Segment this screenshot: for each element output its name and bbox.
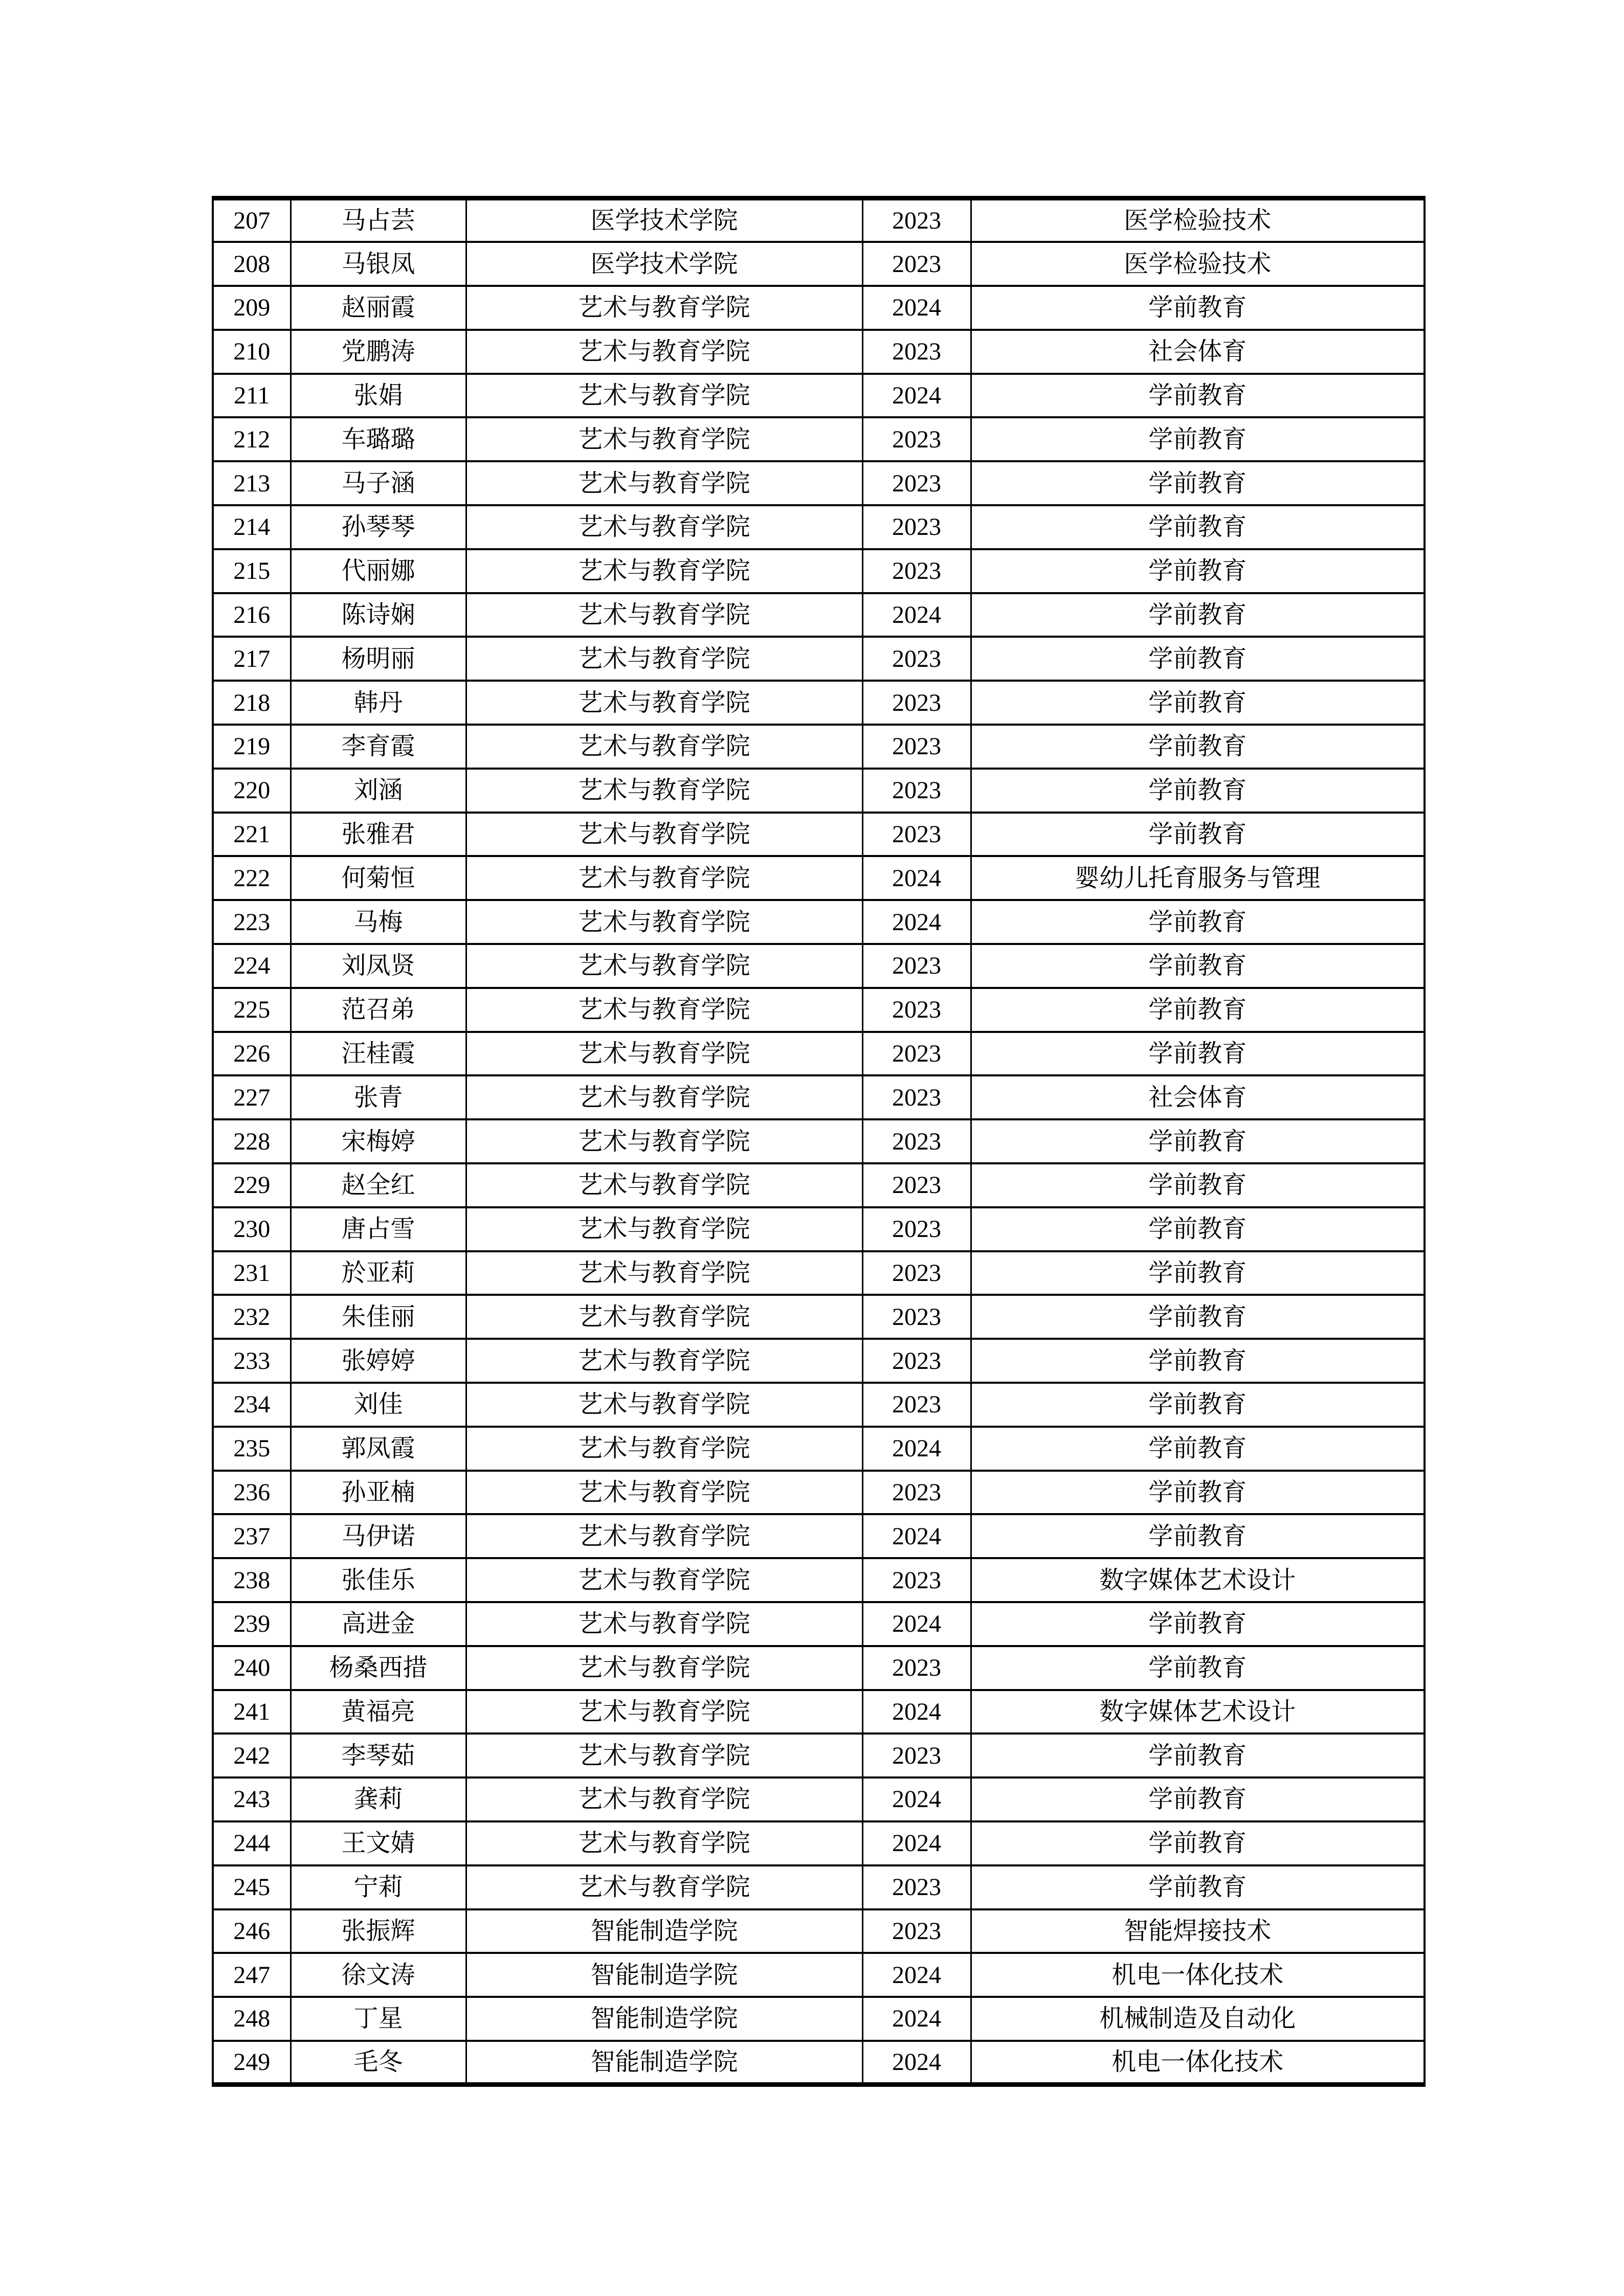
cell-student-name: 孙亚楠 — [291, 1471, 466, 1515]
cell-college: 艺术与教育学院 — [466, 417, 862, 461]
cell-major: 学前教育 — [971, 769, 1425, 813]
table-row — [213, 1471, 1425, 1515]
cell-major: 学前教育 — [971, 813, 1425, 857]
student-roster-body — [213, 198, 1425, 2085]
cell-row-number: 227 — [213, 1075, 291, 1119]
cell-grade-year: 2023 — [862, 1865, 971, 1909]
table-row — [213, 374, 1425, 418]
cell-college: 艺术与教育学院 — [466, 1427, 862, 1471]
cell-row-number: 234 — [213, 1383, 291, 1427]
cell-grade-year: 2024 — [862, 593, 971, 637]
table-row — [213, 1383, 1425, 1427]
cell-grade-year: 2023 — [862, 1471, 971, 1515]
cell-grade-year: 2024 — [862, 2041, 971, 2085]
cell-row-number: 219 — [213, 725, 291, 769]
cell-grade-year: 2023 — [862, 1909, 971, 1953]
table-row — [213, 944, 1425, 988]
table-row — [213, 1821, 1425, 1865]
cell-grade-year: 2023 — [862, 1295, 971, 1339]
cell-student-name: 龚莉 — [291, 1777, 466, 1821]
cell-grade-year: 2024 — [862, 1690, 971, 1734]
cell-row-number: 216 — [213, 593, 291, 637]
cell-row-number: 243 — [213, 1777, 291, 1821]
cell-college: 艺术与教育学院 — [466, 1032, 862, 1076]
cell-student-name: 丁星 — [291, 1997, 466, 2041]
cell-row-number: 238 — [213, 1558, 291, 1602]
cell-row-number: 230 — [213, 1207, 291, 1251]
cell-college: 智能制造学院 — [466, 1909, 862, 1953]
cell-student-name: 马梅 — [291, 900, 466, 944]
cell-major: 学前教育 — [971, 374, 1425, 418]
cell-row-number: 229 — [213, 1163, 291, 1207]
cell-grade-year: 2024 — [862, 1953, 971, 1997]
cell-college: 艺术与教育学院 — [466, 1734, 862, 1777]
cell-major: 学前教育 — [971, 1865, 1425, 1909]
cell-major: 学前教育 — [971, 1734, 1425, 1777]
cell-row-number: 221 — [213, 813, 291, 857]
cell-grade-year: 2023 — [862, 637, 971, 681]
cell-grade-year: 2023 — [862, 1032, 971, 1076]
cell-college: 艺术与教育学院 — [466, 1602, 862, 1646]
cell-row-number: 208 — [213, 242, 291, 286]
cell-college: 艺术与教育学院 — [466, 856, 862, 900]
cell-student-name: 毛冬 — [291, 2041, 466, 2085]
cell-college: 艺术与教育学院 — [466, 944, 862, 988]
cell-major: 智能焊接技术 — [971, 1909, 1425, 1953]
table-row — [213, 1119, 1425, 1163]
cell-row-number: 210 — [213, 330, 291, 374]
cell-college: 艺术与教育学院 — [466, 1339, 862, 1383]
cell-major: 学前教育 — [971, 1821, 1425, 1865]
cell-college: 艺术与教育学院 — [466, 330, 862, 374]
table-row — [213, 1514, 1425, 1558]
cell-grade-year: 2023 — [862, 1734, 971, 1777]
cell-student-name: 范召弟 — [291, 988, 466, 1032]
cell-college: 智能制造学院 — [466, 1997, 862, 2041]
cell-major: 学前教育 — [971, 505, 1425, 549]
cell-row-number: 215 — [213, 549, 291, 593]
table-row — [213, 505, 1425, 549]
cell-row-number: 209 — [213, 286, 291, 330]
table-row — [213, 2041, 1425, 2085]
cell-row-number: 242 — [213, 1734, 291, 1777]
cell-grade-year: 2023 — [862, 198, 971, 242]
cell-row-number: 217 — [213, 637, 291, 681]
cell-major: 学前教育 — [971, 1251, 1425, 1295]
cell-student-name: 李琴茹 — [291, 1734, 466, 1777]
cell-grade-year: 2023 — [862, 549, 971, 593]
cell-major: 学前教育 — [971, 1339, 1425, 1383]
cell-row-number: 225 — [213, 988, 291, 1032]
cell-row-number: 220 — [213, 769, 291, 813]
cell-student-name: 郭凤霞 — [291, 1427, 466, 1471]
cell-row-number: 249 — [213, 2041, 291, 2085]
cell-student-name: 韩丹 — [291, 681, 466, 725]
cell-row-number: 226 — [213, 1032, 291, 1076]
cell-student-name: 陈诗娴 — [291, 593, 466, 637]
cell-grade-year: 2023 — [862, 1163, 971, 1207]
cell-grade-year: 2023 — [862, 944, 971, 988]
cell-grade-year: 2023 — [862, 1119, 971, 1163]
table-row — [213, 198, 1425, 242]
cell-student-name: 张青 — [291, 1075, 466, 1119]
cell-major: 社会体育 — [971, 330, 1425, 374]
cell-student-name: 马子涵 — [291, 461, 466, 505]
table-row — [213, 242, 1425, 286]
cell-student-name: 马占芸 — [291, 198, 466, 242]
cell-major: 学前教育 — [971, 900, 1425, 944]
cell-student-name: 赵全红 — [291, 1163, 466, 1207]
cell-row-number: 248 — [213, 1997, 291, 2041]
cell-college: 艺术与教育学院 — [466, 1558, 862, 1602]
cell-major: 学前教育 — [971, 988, 1425, 1032]
table-row — [213, 1251, 1425, 1295]
cell-grade-year: 2024 — [862, 1821, 971, 1865]
cell-student-name: 张娟 — [291, 374, 466, 418]
cell-student-name: 杨桑西措 — [291, 1646, 466, 1690]
cell-major: 学前教育 — [971, 593, 1425, 637]
cell-college: 艺术与教育学院 — [466, 286, 862, 330]
cell-college: 医学技术学院 — [466, 242, 862, 286]
cell-student-name: 赵丽霞 — [291, 286, 466, 330]
cell-student-name: 於亚莉 — [291, 1251, 466, 1295]
table-row — [213, 1734, 1425, 1777]
cell-college: 艺术与教育学院 — [466, 505, 862, 549]
cell-major: 学前教育 — [971, 1777, 1425, 1821]
cell-college: 艺术与教育学院 — [466, 1251, 862, 1295]
cell-student-name: 刘佳 — [291, 1383, 466, 1427]
cell-row-number: 228 — [213, 1119, 291, 1163]
table-row — [213, 1646, 1425, 1690]
cell-student-name: 党鹏涛 — [291, 330, 466, 374]
cell-college: 艺术与教育学院 — [466, 1207, 862, 1251]
cell-row-number: 211 — [213, 374, 291, 418]
cell-grade-year: 2024 — [862, 374, 971, 418]
cell-college: 艺术与教育学院 — [466, 461, 862, 505]
cell-college: 艺术与教育学院 — [466, 549, 862, 593]
table-row — [213, 725, 1425, 769]
cell-major: 学前教育 — [971, 1646, 1425, 1690]
table-row — [213, 1207, 1425, 1251]
cell-college: 艺术与教育学院 — [466, 1295, 862, 1339]
cell-major: 机电一体化技术 — [971, 1953, 1425, 1997]
cell-major: 机电一体化技术 — [971, 2041, 1425, 2085]
cell-college: 艺术与教育学院 — [466, 813, 862, 857]
cell-row-number: 237 — [213, 1514, 291, 1558]
table-row — [213, 1295, 1425, 1339]
cell-student-name: 宁莉 — [291, 1865, 466, 1909]
cell-major: 学前教育 — [971, 1602, 1425, 1646]
cell-college: 艺术与教育学院 — [466, 725, 862, 769]
cell-major: 学前教育 — [971, 1471, 1425, 1515]
cell-student-name: 马银凤 — [291, 242, 466, 286]
cell-major: 学前教育 — [971, 944, 1425, 988]
cell-grade-year: 2024 — [862, 1427, 971, 1471]
cell-college: 艺术与教育学院 — [466, 769, 862, 813]
cell-student-name: 孙琴琴 — [291, 505, 466, 549]
cell-college: 艺术与教育学院 — [466, 681, 862, 725]
cell-grade-year: 2024 — [862, 286, 971, 330]
cell-college: 艺术与教育学院 — [466, 1163, 862, 1207]
cell-major: 学前教育 — [971, 461, 1425, 505]
table-row — [213, 1865, 1425, 1909]
cell-row-number: 240 — [213, 1646, 291, 1690]
cell-college: 艺术与教育学院 — [466, 1646, 862, 1690]
cell-college: 艺术与教育学院 — [466, 1075, 862, 1119]
cell-grade-year: 2024 — [862, 856, 971, 900]
cell-major: 机械制造及自动化 — [971, 1997, 1425, 2041]
cell-college: 艺术与教育学院 — [466, 1119, 862, 1163]
cell-row-number: 231 — [213, 1251, 291, 1295]
cell-major: 学前教育 — [971, 1032, 1425, 1076]
cell-student-name: 张佳乐 — [291, 1558, 466, 1602]
cell-grade-year: 2023 — [862, 330, 971, 374]
cell-grade-year: 2023 — [862, 1251, 971, 1295]
cell-student-name: 何菊恒 — [291, 856, 466, 900]
table-row — [213, 813, 1425, 857]
cell-student-name: 宋梅婷 — [291, 1119, 466, 1163]
cell-major: 学前教育 — [971, 1163, 1425, 1207]
cell-major: 学前教育 — [971, 286, 1425, 330]
cell-row-number: 224 — [213, 944, 291, 988]
table-row — [213, 1339, 1425, 1383]
cell-major: 学前教育 — [971, 1514, 1425, 1558]
table-row — [213, 549, 1425, 593]
table-row — [213, 1427, 1425, 1471]
cell-major: 学前教育 — [971, 1383, 1425, 1427]
table-row — [213, 1558, 1425, 1602]
cell-major: 学前教育 — [971, 1295, 1425, 1339]
cell-major: 学前教育 — [971, 549, 1425, 593]
cell-grade-year: 2023 — [862, 681, 971, 725]
cell-grade-year: 2023 — [862, 813, 971, 857]
cell-row-number: 233 — [213, 1339, 291, 1383]
table-row — [213, 900, 1425, 944]
table-row — [213, 769, 1425, 813]
cell-grade-year: 2024 — [862, 1602, 971, 1646]
cell-student-name: 杨明丽 — [291, 637, 466, 681]
cell-row-number: 246 — [213, 1909, 291, 1953]
cell-grade-year: 2023 — [862, 1207, 971, 1251]
cell-row-number: 207 — [213, 198, 291, 242]
cell-student-name: 唐占雪 — [291, 1207, 466, 1251]
cell-row-number: 236 — [213, 1471, 291, 1515]
cell-college: 艺术与教育学院 — [466, 1383, 862, 1427]
cell-college: 艺术与教育学院 — [466, 1777, 862, 1821]
cell-student-name: 黄福亮 — [291, 1690, 466, 1734]
cell-student-name: 汪桂霞 — [291, 1032, 466, 1076]
cell-major: 学前教育 — [971, 1119, 1425, 1163]
cell-major: 学前教育 — [971, 1207, 1425, 1251]
cell-row-number: 222 — [213, 856, 291, 900]
cell-college: 艺术与教育学院 — [466, 1821, 862, 1865]
table-row — [213, 1777, 1425, 1821]
student-roster-table — [212, 196, 1426, 2087]
cell-row-number: 214 — [213, 505, 291, 549]
cell-student-name: 马伊诺 — [291, 1514, 466, 1558]
cell-college: 艺术与教育学院 — [466, 988, 862, 1032]
cell-college: 艺术与教育学院 — [466, 900, 862, 944]
cell-grade-year: 2023 — [862, 769, 971, 813]
cell-student-name: 高进金 — [291, 1602, 466, 1646]
cell-major: 学前教育 — [971, 725, 1425, 769]
table-row — [213, 637, 1425, 681]
cell-row-number: 223 — [213, 900, 291, 944]
table-row — [213, 1602, 1425, 1646]
cell-college: 艺术与教育学院 — [466, 1690, 862, 1734]
cell-major: 学前教育 — [971, 681, 1425, 725]
table-row — [213, 1953, 1425, 1997]
table-row — [213, 593, 1425, 637]
cell-student-name: 朱佳丽 — [291, 1295, 466, 1339]
table-row — [213, 461, 1425, 505]
table-row — [213, 988, 1425, 1032]
cell-major: 学前教育 — [971, 417, 1425, 461]
cell-row-number: 218 — [213, 681, 291, 725]
cell-grade-year: 2023 — [862, 988, 971, 1032]
cell-row-number: 247 — [213, 1953, 291, 1997]
cell-student-name: 代丽娜 — [291, 549, 466, 593]
table-row — [213, 856, 1425, 900]
cell-college: 智能制造学院 — [466, 2041, 862, 2085]
table-row — [213, 330, 1425, 374]
cell-student-name: 车璐璐 — [291, 417, 466, 461]
cell-grade-year: 2023 — [862, 1339, 971, 1383]
cell-college: 医学技术学院 — [466, 198, 862, 242]
cell-row-number: 213 — [213, 461, 291, 505]
cell-student-name: 张雅君 — [291, 813, 466, 857]
cell-college: 艺术与教育学院 — [466, 1514, 862, 1558]
cell-grade-year: 2023 — [862, 417, 971, 461]
cell-college: 智能制造学院 — [466, 1953, 862, 1997]
cell-grade-year: 2023 — [862, 1383, 971, 1427]
table-row — [213, 1690, 1425, 1734]
table-row — [213, 1997, 1425, 2041]
cell-row-number: 212 — [213, 417, 291, 461]
cell-college: 艺术与教育学院 — [466, 374, 862, 418]
cell-major: 学前教育 — [971, 637, 1425, 681]
table-row — [213, 286, 1425, 330]
table-row — [213, 1075, 1425, 1119]
cell-grade-year: 2023 — [862, 505, 971, 549]
cell-grade-year: 2023 — [862, 242, 971, 286]
cell-student-name: 刘凤贤 — [291, 944, 466, 988]
cell-grade-year: 2023 — [862, 1646, 971, 1690]
cell-student-name: 王文婧 — [291, 1821, 466, 1865]
cell-grade-year: 2023 — [862, 461, 971, 505]
cell-student-name: 张婷婷 — [291, 1339, 466, 1383]
cell-college: 艺术与教育学院 — [466, 1865, 862, 1909]
cell-college: 艺术与教育学院 — [466, 637, 862, 681]
cell-major: 学前教育 — [971, 1427, 1425, 1471]
cell-student-name: 刘涵 — [291, 769, 466, 813]
cell-grade-year: 2023 — [862, 1558, 971, 1602]
cell-row-number: 244 — [213, 1821, 291, 1865]
cell-row-number: 241 — [213, 1690, 291, 1734]
cell-grade-year: 2024 — [862, 1777, 971, 1821]
cell-major: 医学检验技术 — [971, 198, 1425, 242]
table-row — [213, 417, 1425, 461]
cell-major: 医学检验技术 — [971, 242, 1425, 286]
table-row — [213, 1032, 1425, 1076]
cell-student-name: 徐文涛 — [291, 1953, 466, 1997]
cell-major: 数字媒体艺术设计 — [971, 1558, 1425, 1602]
table-row — [213, 1909, 1425, 1953]
cell-college: 艺术与教育学院 — [466, 1471, 862, 1515]
cell-major: 数字媒体艺术设计 — [971, 1690, 1425, 1734]
cell-college: 艺术与教育学院 — [466, 593, 862, 637]
cell-row-number: 232 — [213, 1295, 291, 1339]
table-row — [213, 1163, 1425, 1207]
cell-row-number: 235 — [213, 1427, 291, 1471]
cell-major: 社会体育 — [971, 1075, 1425, 1119]
cell-student-name: 张振辉 — [291, 1909, 466, 1953]
cell-grade-year: 2023 — [862, 1075, 971, 1119]
cell-row-number: 245 — [213, 1865, 291, 1909]
cell-row-number: 239 — [213, 1602, 291, 1646]
cell-major: 婴幼儿托育服务与管理 — [971, 856, 1425, 900]
cell-grade-year: 2024 — [862, 900, 971, 944]
table-row — [213, 681, 1425, 725]
cell-grade-year: 2024 — [862, 1514, 971, 1558]
cell-student-name: 李育霞 — [291, 725, 466, 769]
cell-grade-year: 2023 — [862, 725, 971, 769]
cell-grade-year: 2024 — [862, 1997, 971, 2041]
